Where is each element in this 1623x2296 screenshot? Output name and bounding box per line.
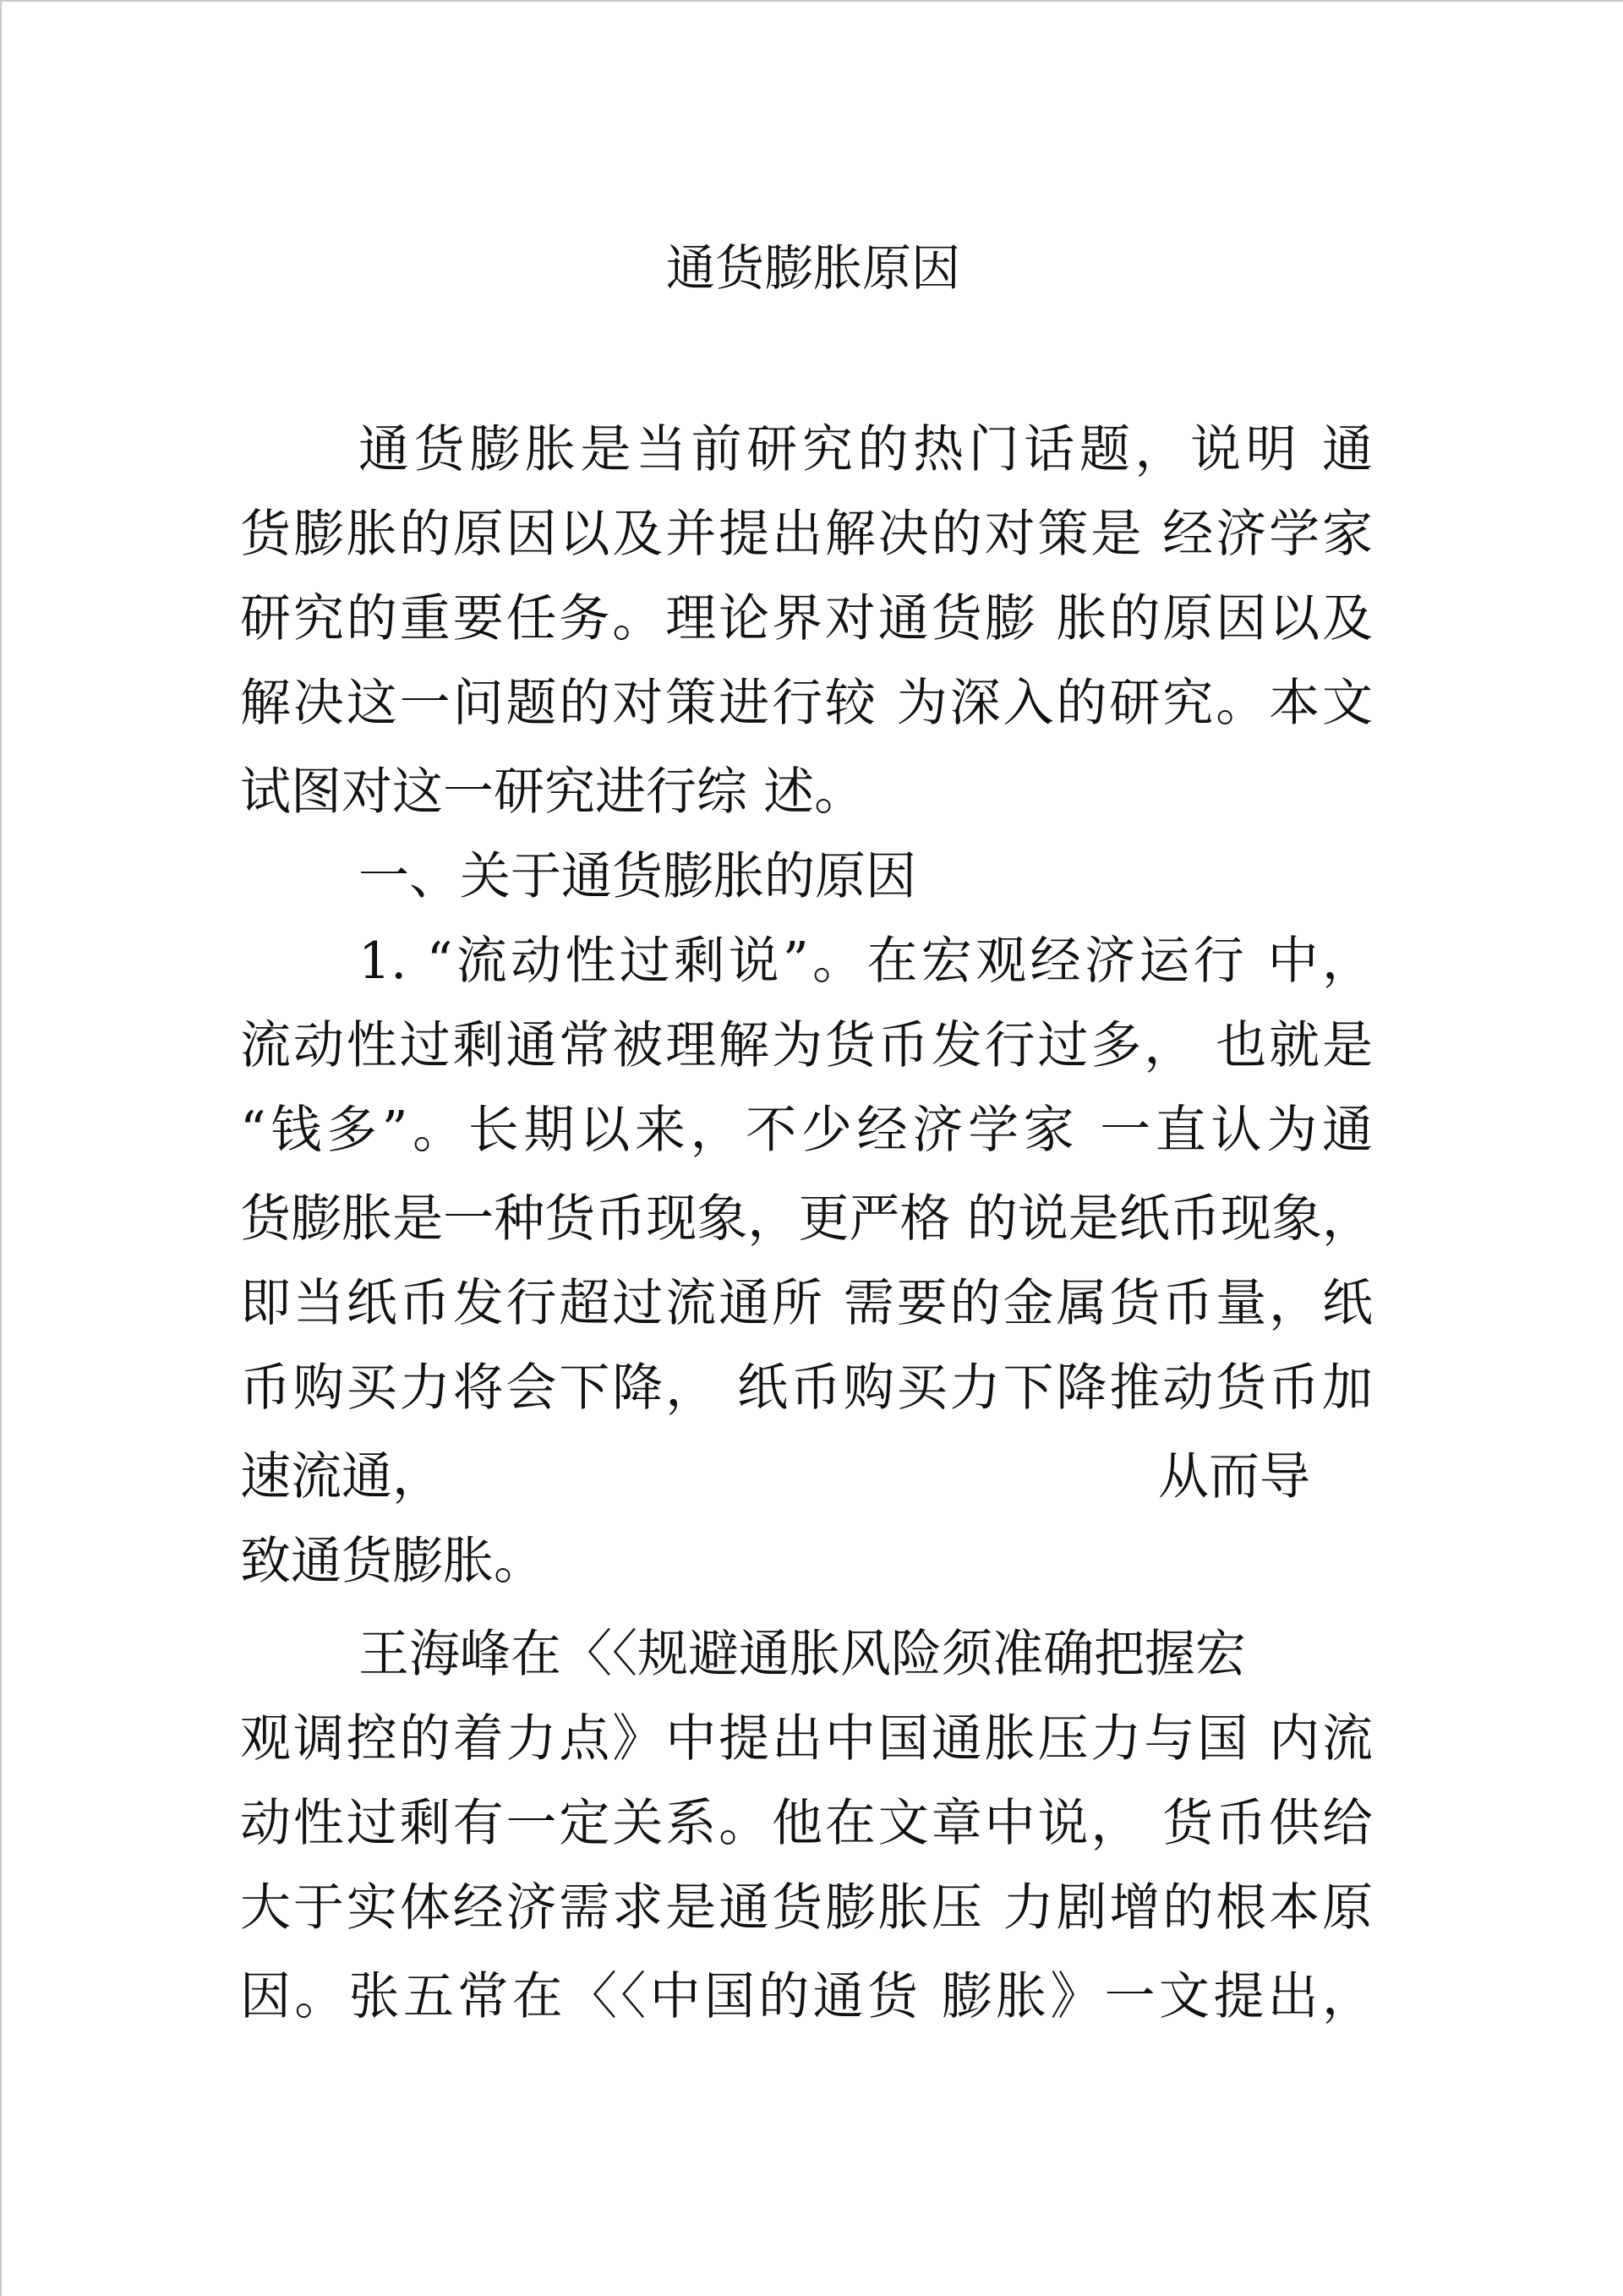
paragraph-line: 大于实体经济需求是通货膨胀压 力剧增的根本原 [240,1878,1373,1938]
document-title: 通货膨胀原因 [665,239,960,297]
paragraph-line: 1. “流动性过剩说”。在宏观经济运行 中， [358,932,1373,991]
paragraph-line: 解决这一问题的对策进行较 为深入的研究。本文 [240,674,1373,733]
paragraph-line: 因。张五常在〈〈中国的通货 膨胀》一文提出， [240,1967,1373,2026]
paragraph-line: 币购买力将会下降， 纸币购买力下降推动货币加 [240,1358,1373,1418]
section-heading: 一、关于通货膨胀的原因 [358,847,916,906]
paragraph-line: “钱多”。长期以来，不少经济学家 一直认为通 [240,1101,1373,1160]
paragraph-line: 流动性过剩通常被理解为货币发行过多， 也就是 [240,1016,1373,1075]
paragraph-line-fragment: 从而导 [1158,1447,1310,1506]
paragraph-line: 致通货膨胀。 [240,1532,544,1591]
paragraph-line: 观调控的着力点》中提出中国通胀压力与国 内流 [240,1709,1373,1768]
paragraph-line: 货膨胀的原因以及并提出解决的对策是 经济学家 [240,505,1373,564]
paragraph-line: 通货膨胀是当前研究的热门话题，说明 通 [358,420,1373,479]
paragraph-line: 研究的重要任务。理论界对通货膨 胀的原因以及 [240,589,1373,648]
paragraph-line: 王海峰在〈〈规避通胀风险须准确把握宏 [358,1625,1246,1684]
paragraph-line: 速流通， [240,1447,443,1506]
paragraph-line: 货膨胀是一种货币现象，更严格 的说是纸币现象， [240,1189,1373,1249]
paragraph-line: 动性过剩有一定关系。他在文章中说， 货币供给 [240,1794,1373,1853]
paragraph-line: 试图对这一研究进行综 述。 [240,763,866,822]
paragraph-line: 即当纸币发行超过流通所 需要的金属货币量，纸 [240,1274,1373,1333]
